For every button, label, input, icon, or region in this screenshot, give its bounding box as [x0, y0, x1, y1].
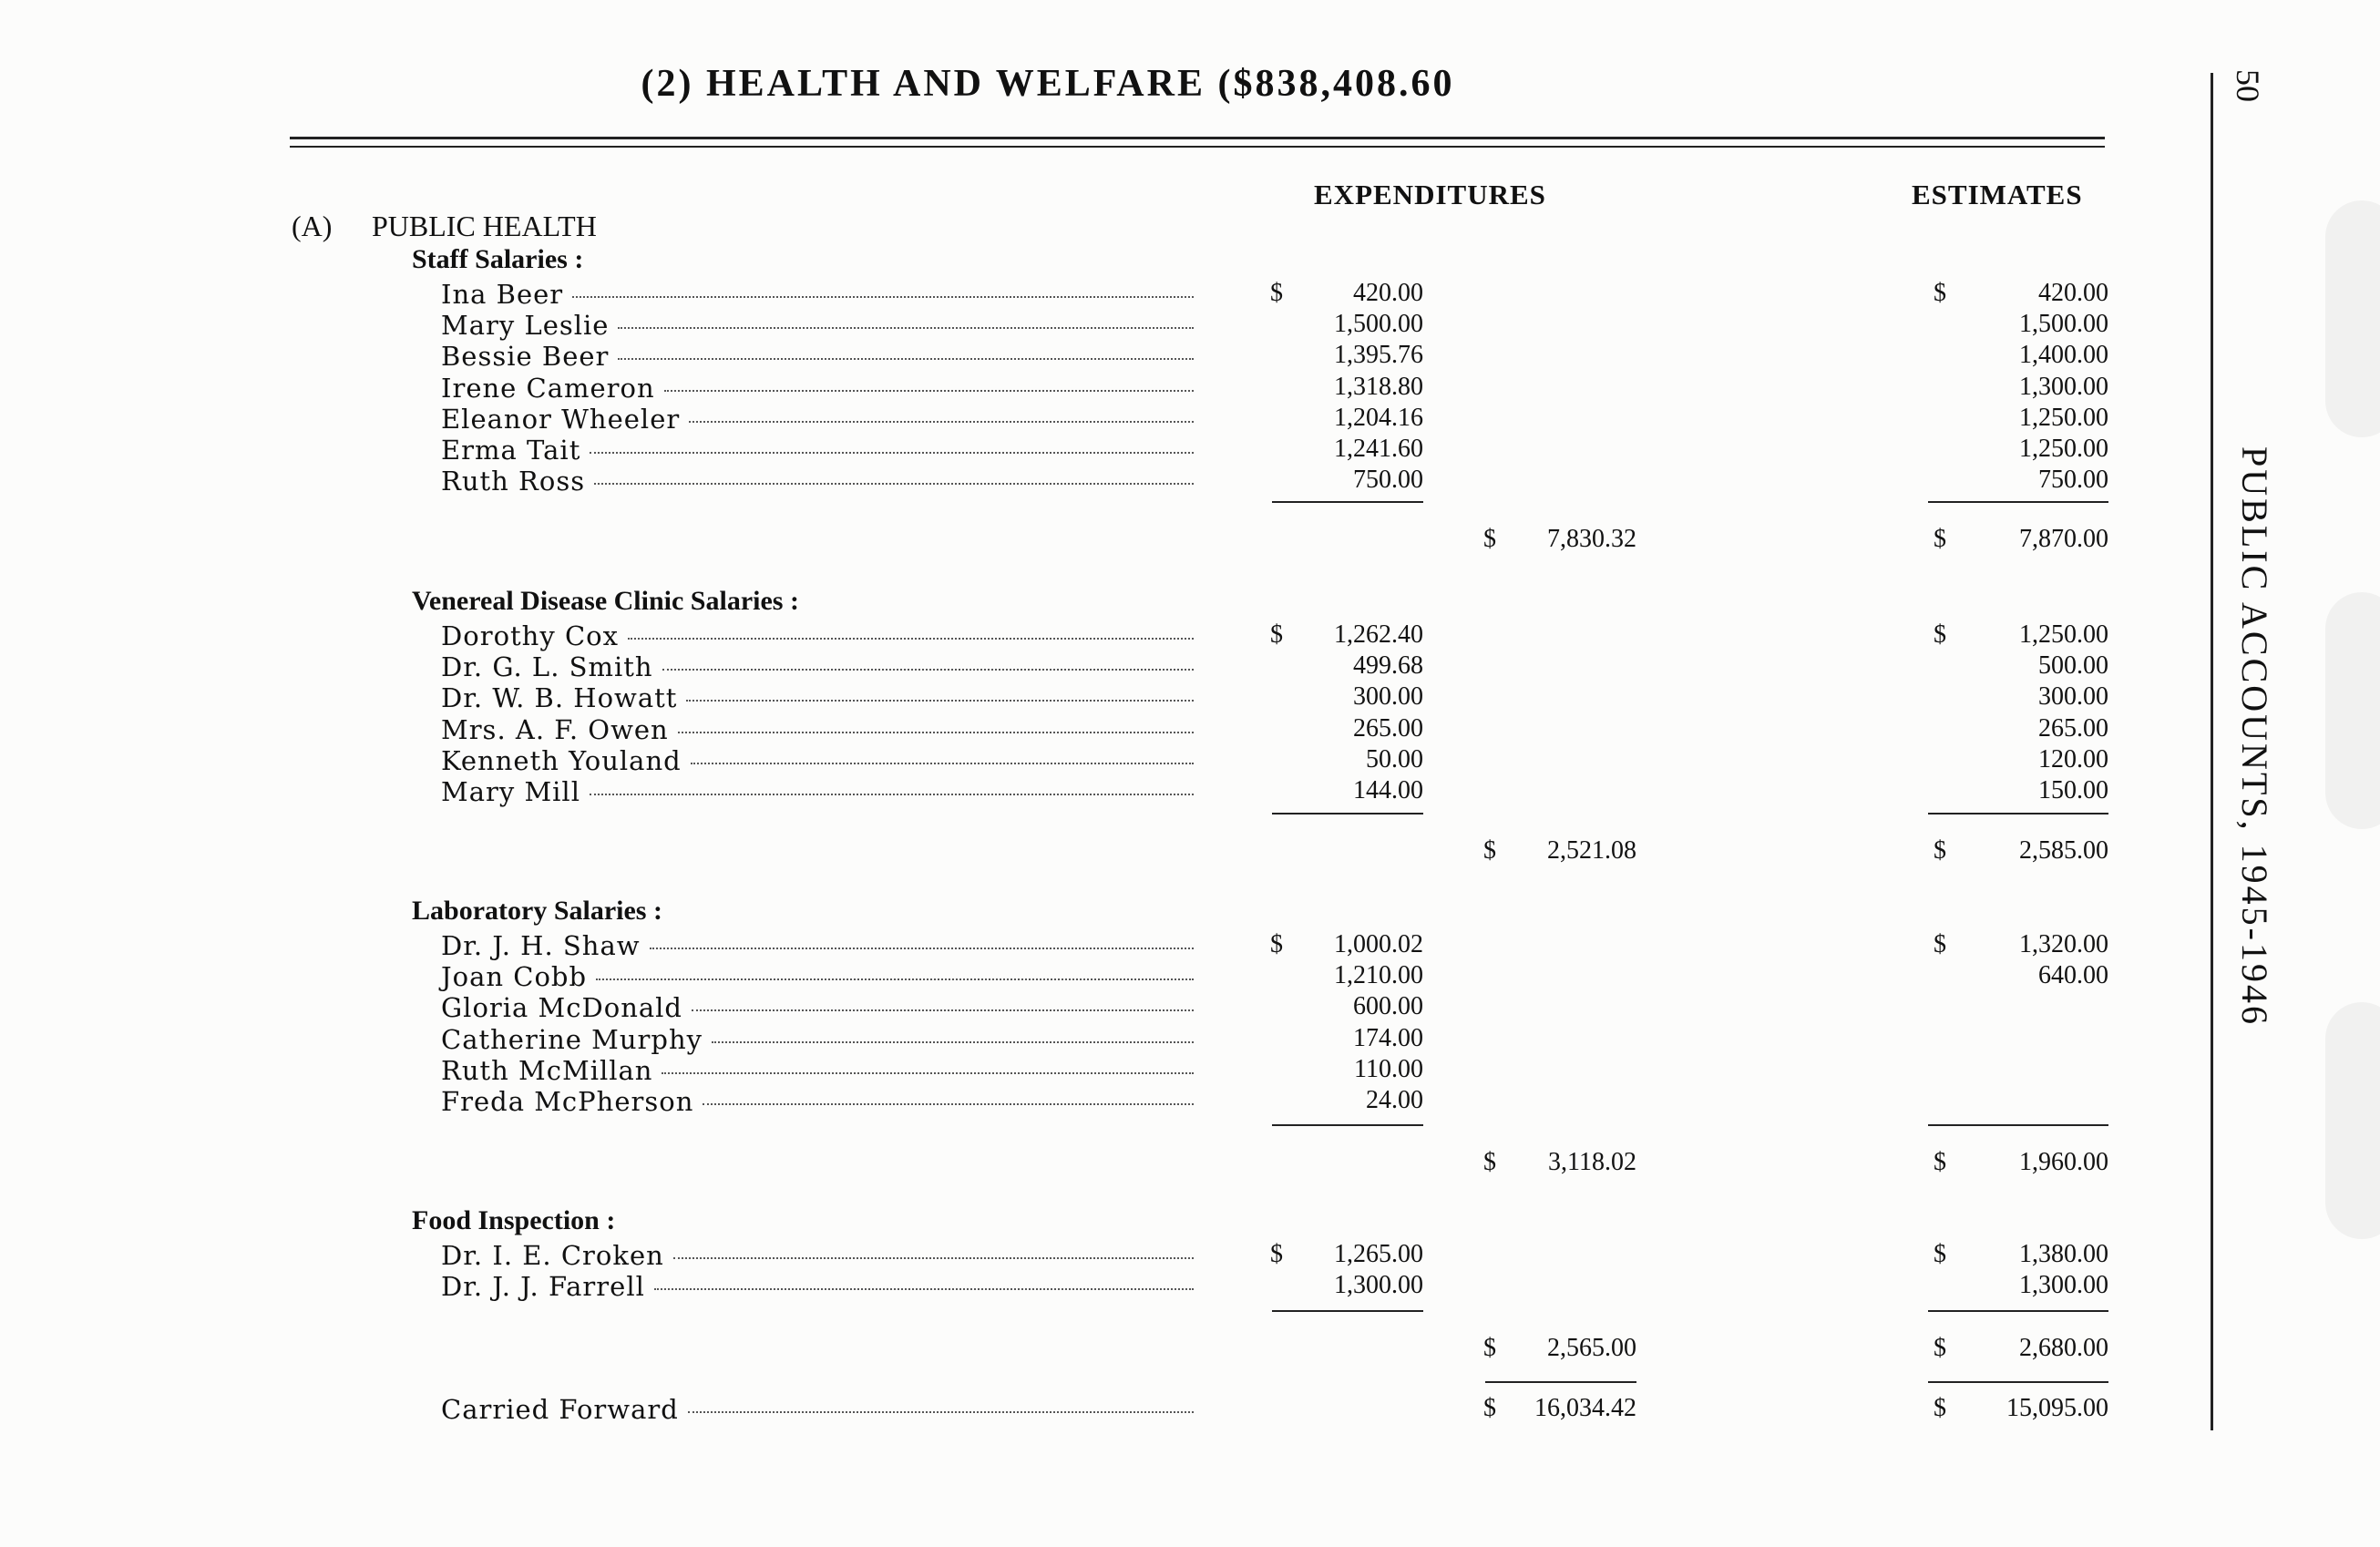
payee-name-cell [441, 1240, 1194, 1271]
subtotal-expenditure: 2,565.00 [1547, 1334, 1636, 1362]
subtotal-expenditure: 3,118.02 [1548, 1148, 1636, 1176]
dot-leader [590, 794, 1194, 795]
payee-name-cell [441, 435, 1194, 466]
expenditure-underline [1272, 501, 1423, 503]
payee-name: Ruth McMillan [441, 1054, 653, 1086]
table-row [0, 341, 2380, 372]
dollar-sign: $ [1270, 930, 1283, 958]
expenditure-value: 144.00 [1353, 776, 1423, 804]
table-row [0, 745, 2380, 776]
dollar-sign: $ [1934, 836, 1946, 865]
expenditure-value: 1,395.76 [1334, 341, 1423, 370]
payee-name: Gloria McDonald [441, 992, 682, 1024]
column-header-expenditures: EXPENDITURES [1314, 179, 1546, 210]
payee-name: Ina Beer [441, 279, 564, 310]
dollar-sign: $ [1934, 525, 1946, 553]
subtotal-expenditure: 2,521.08 [1547, 836, 1636, 865]
dollar-sign: $ [1934, 1394, 1946, 1422]
subtotal-estimate: 2,585.00 [2019, 836, 2108, 865]
payee-name: Ruth Ross [441, 466, 586, 497]
table-row [0, 1086, 2380, 1117]
estimate-value: 1,500.00 [2019, 310, 2108, 339]
running-head: PUBLIC ACCOUNTS, 1945-1946 [2234, 446, 2275, 1027]
dot-leader [596, 978, 1194, 980]
table-row [0, 1240, 2380, 1271]
payee-name-cell [441, 776, 1194, 807]
expenditure-value: 300.00 [1353, 682, 1423, 712]
table-row [0, 620, 2380, 651]
subtotal-row [0, 1148, 2380, 1179]
dollar-sign: $ [1934, 620, 1946, 649]
dot-leader [628, 638, 1194, 640]
dot-leader [691, 763, 1194, 764]
table-row [0, 961, 2380, 992]
estimate-value: 1,300.00 [2019, 372, 2108, 401]
expenditure-value: 50.00 [1366, 744, 1423, 774]
estimate-value: 1,400.00 [2019, 341, 2108, 370]
dot-leader [688, 1411, 1194, 1413]
payee-name: Dr. G. L. Smith [441, 651, 653, 683]
table-row [0, 714, 2380, 745]
payee-name-cell [441, 961, 1194, 992]
dollar-sign: $ [1934, 1240, 1946, 1268]
dollar-sign: $ [1483, 1394, 1496, 1422]
payee-name-cell [441, 466, 1194, 497]
expenditure-value: 1,300.00 [1334, 1271, 1423, 1300]
payee-name: Bessie Beer [441, 341, 610, 373]
estimate-value: 1,250.00 [2019, 403, 2108, 432]
payee-name-cell [441, 279, 1194, 310]
dollar-sign: $ [1934, 930, 1946, 958]
payee-name: Dr. I. E. Croken [441, 1240, 664, 1271]
estimate-underline [1928, 1310, 2108, 1312]
payee-name: Irene Cameron [441, 372, 655, 404]
expenditure-value: 174.00 [1353, 1023, 1423, 1052]
carried-underline [1485, 1381, 1636, 1383]
section-letter: (A) [292, 210, 333, 242]
payee-name-cell [441, 341, 1194, 372]
table-row [0, 682, 2380, 713]
dot-leader [673, 1257, 1194, 1259]
group-title: Staff Salaries : [412, 244, 584, 274]
estimate-value: 300.00 [2038, 682, 2108, 712]
expenditure-underline [1272, 1124, 1423, 1126]
table-row [0, 466, 2380, 497]
table-row [0, 992, 2380, 1023]
estimate-value: 1,380.00 [2019, 1240, 2108, 1268]
expenditure-value: 1,000.02 [1334, 930, 1423, 958]
payee-name: Dr. J. J. Farrell [441, 1271, 645, 1303]
table-row [0, 1055, 2380, 1086]
payee-name: Kenneth Youland [441, 744, 682, 776]
expenditure-value: 1,265.00 [1334, 1240, 1423, 1268]
dollar-sign: $ [1934, 279, 1946, 307]
table-row [0, 930, 2380, 961]
dot-leader [594, 483, 1194, 485]
dollar-sign: $ [1483, 525, 1496, 553]
payee-name: Joan Cobb [441, 961, 588, 993]
payee-name-cell [441, 404, 1194, 435]
payee-name-cell [441, 1086, 1194, 1117]
estimate-underline [1928, 1124, 2108, 1126]
expenditure-value: 1,500.00 [1334, 310, 1423, 339]
table-row [0, 1024, 2380, 1055]
estimate-value: 150.00 [2038, 776, 2108, 804]
table-row [0, 404, 2380, 435]
dot-leader [703, 1103, 1194, 1105]
estimate-value: 750.00 [2038, 466, 2108, 495]
payee-name-cell [441, 682, 1194, 713]
estimate-value: 420.00 [2038, 279, 2108, 307]
payee-name-cell [441, 745, 1194, 776]
estimate-value: 1,300.00 [2019, 1271, 2108, 1300]
estimate-value: 1,250.00 [2019, 620, 2108, 649]
payee-name: Mary Mill [441, 776, 580, 807]
expenditure-value: 24.00 [1366, 1086, 1423, 1114]
dot-leader [618, 327, 1194, 329]
payee-name: Dorothy Cox [441, 620, 619, 651]
payee-name-cell [441, 1024, 1194, 1055]
subtotal-row [0, 836, 2380, 867]
dollar-sign: $ [1270, 620, 1283, 649]
dot-leader [689, 421, 1194, 423]
estimate-value: 640.00 [2038, 961, 2108, 990]
expenditure-value: 110.00 [1354, 1054, 1423, 1083]
payee-name-cell [441, 930, 1194, 961]
dollar-sign: $ [1483, 1148, 1496, 1176]
carried-forward-label-cell [441, 1394, 1194, 1425]
expenditure-value: 1,210.00 [1334, 961, 1423, 990]
dollar-sign: $ [1934, 1148, 1946, 1176]
dot-leader [618, 358, 1194, 360]
payee-name: Dr. W. B. Howatt [441, 682, 678, 714]
estimate-underline [1928, 813, 2108, 814]
payee-name-cell [441, 714, 1194, 745]
carried-underline [1928, 1381, 2108, 1383]
estimate-value: 1,250.00 [2019, 435, 2108, 463]
dot-leader [662, 669, 1194, 671]
section-title: PUBLIC HEALTH [372, 210, 597, 242]
group-title: Laboratory Salaries : [412, 896, 662, 926]
subtotal-row [0, 525, 2380, 556]
estimate-value: 1,320.00 [2019, 930, 2108, 958]
expenditure-value: 420.00 [1353, 279, 1423, 307]
group-title: Food Inspection : [412, 1205, 616, 1235]
table-row [0, 1271, 2380, 1302]
subtotal-estimate: 1,960.00 [2019, 1148, 2108, 1176]
dot-leader [678, 732, 1194, 733]
expenditure-underline [1272, 813, 1423, 814]
page-number: 50 [2230, 69, 2266, 102]
dot-leader [712, 1041, 1194, 1043]
payee-name: Mrs. A. F. Owen [441, 713, 669, 745]
subtotal-row [0, 1334, 2380, 1365]
carried-forward-label: Carried Forward [441, 1394, 679, 1425]
dot-leader [590, 452, 1194, 454]
subtotal-estimate: 7,870.00 [2019, 525, 2108, 553]
payee-name: Mary Leslie [441, 310, 610, 342]
expenditure-value: 600.00 [1353, 992, 1423, 1021]
dot-leader [650, 948, 1194, 949]
expenditure-value: 1,318.80 [1334, 372, 1423, 401]
title-rule-top [290, 137, 2105, 139]
payee-name: Dr. J. H. Shaw [441, 930, 641, 961]
expenditure-value: 1,204.16 [1334, 403, 1423, 432]
subtotal-estimate: 2,680.00 [2019, 1334, 2108, 1362]
title-rule-bottom [290, 146, 2105, 148]
payee-name-cell [441, 992, 1194, 1023]
group-title: Venereal Disease Clinic Salaries : [412, 586, 799, 616]
dollar-sign: $ [1483, 836, 1496, 865]
dot-leader [662, 1072, 1194, 1074]
table-row [0, 373, 2380, 404]
table-row [0, 435, 2380, 466]
estimate-value: 500.00 [2038, 651, 2108, 681]
carried-forward-row [0, 1394, 2380, 1425]
payee-name-cell [441, 620, 1194, 651]
subtotal-expenditure: 7,830.32 [1547, 525, 1636, 553]
dot-leader [654, 1288, 1194, 1290]
table-row [0, 651, 2380, 682]
dot-leader [664, 390, 1194, 392]
dot-leader [572, 296, 1194, 298]
payee-name-cell [441, 310, 1194, 341]
dollar-sign: $ [1270, 279, 1283, 307]
dollar-sign: $ [1483, 1334, 1496, 1362]
payee-name: Catherine Murphy [441, 1023, 703, 1055]
payee-name-cell [441, 1055, 1194, 1086]
estimate-value: 265.00 [2038, 713, 2108, 743]
expenditure-underline [1272, 1310, 1423, 1312]
expenditure-value: 750.00 [1353, 466, 1423, 495]
table-row [0, 776, 2380, 807]
payee-name: Erma Tait [441, 435, 581, 466]
expenditure-value: 265.00 [1353, 713, 1423, 743]
column-header-estimates: ESTIMATES [1912, 179, 2083, 210]
payee-name-cell [441, 373, 1194, 404]
table-row [0, 279, 2380, 310]
dollar-sign: $ [1934, 1334, 1946, 1362]
expenditure-value: 1,241.60 [1334, 435, 1423, 463]
section-heading [292, 210, 597, 243]
payee-name-cell [441, 651, 1194, 682]
payee-name: Eleanor Wheeler [441, 403, 681, 435]
page-title: (2) HEALTH AND WELFARE ($838,408.60 [641, 63, 1455, 105]
dot-leader [686, 700, 1194, 702]
dollar-sign: $ [1270, 1240, 1283, 1268]
dot-leader [692, 1009, 1194, 1011]
expenditure-value: 499.68 [1353, 651, 1423, 681]
estimate-value: 120.00 [2038, 744, 2108, 774]
expenditure-value: 1,262.40 [1334, 620, 1423, 649]
table-row [0, 310, 2380, 341]
estimate-underline [1928, 501, 2108, 503]
payee-name-cell [441, 1271, 1194, 1302]
carried-forward-estimate: 15,095.00 [2006, 1394, 2108, 1422]
payee-name: Freda McPherson [441, 1086, 694, 1117]
carried-forward-expenditure: 16,034.42 [1534, 1394, 1636, 1422]
